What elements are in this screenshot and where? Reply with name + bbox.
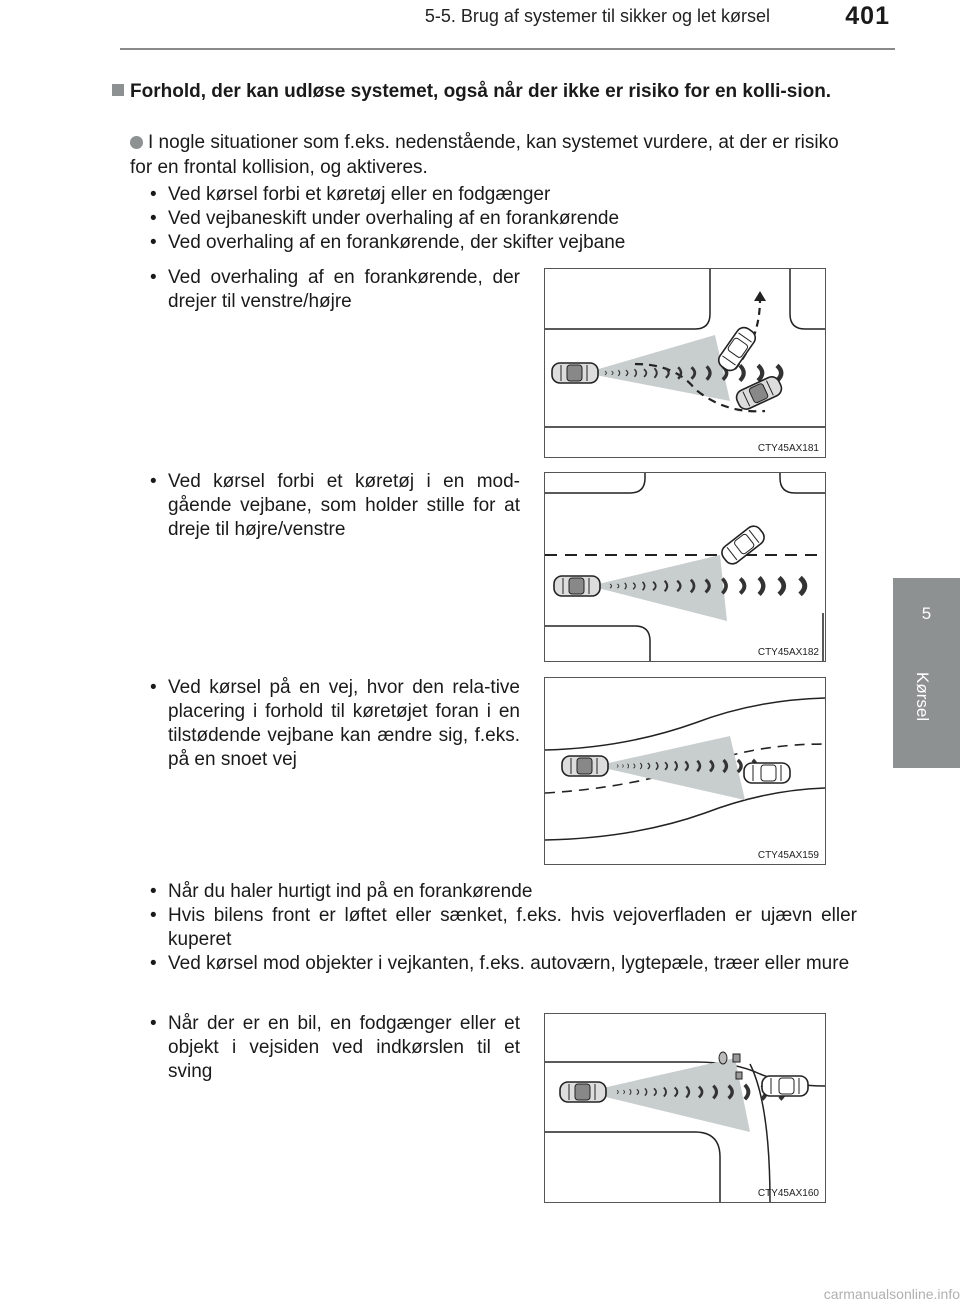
fig2-caption (150, 470, 520, 542)
list-item: • Hvis bilens front er løftet eller sænket, f.eks. hvis vejoverfladen er ujævn eller kuperet (150, 905, 857, 950)
list-item: • Når du haler hurtigt ind på en forankørende (150, 881, 533, 902)
bullet-list-1 (150, 183, 857, 255)
list-item: • Ved kørsel mod objekter i vejkanten, f.eks. autoværn, lygtepæle, træer eller mure (150, 953, 850, 974)
list-item: • Når der er en bil, en fodgænger eller et objekt i vejsiden ved indkørslen til et sving (150, 1013, 520, 1082)
section-heading (112, 80, 857, 104)
figure-code: CTY45AX160 (757, 1188, 819, 1199)
fig3-caption (150, 676, 520, 772)
figure-oncoming-turning-illustration (545, 473, 825, 661)
intro-paragraph (130, 130, 857, 180)
page-number: 401 (845, 2, 890, 30)
header-section-title: 5-5. Brug af systemer til sikker og let kørsel (424, 6, 770, 26)
fig4-caption (150, 1012, 520, 1084)
figure-code: CTY45AX181 (757, 443, 819, 454)
list-item: • Ved overhaling af en forankørende, der skifter vejbane (150, 232, 626, 253)
figure-curve-entry (544, 1013, 826, 1203)
chapter-tab-label-wrap (906, 672, 946, 752)
figure-curve-entry-illustration (545, 1014, 825, 1202)
chapter-tab-number: 5 (921, 604, 932, 623)
figure-code: CTY45AX159 (757, 850, 819, 861)
list-item: • Ved kørsel forbi et køretøj i en mod-gående vejbane, som holder stille for at dreje til højre/venstre (150, 471, 520, 540)
circle-bullet-icon (130, 136, 143, 149)
list-item: • Ved overhaling af en forankørende, der drejer til venstre/højre (150, 267, 520, 312)
figure-winding-road-illustration (545, 678, 825, 864)
bullet-list-2 (150, 880, 857, 976)
list-item: • Ved kørsel forbi et køretøj eller en fodgænger (150, 184, 551, 205)
section-heading-text: Forhold, der kan udløse systemet, også når der ikke er risiko for en kolli-sion. (130, 81, 832, 102)
watermark-footer: carmanualsonline.info (823, 1286, 960, 1302)
header-rule (120, 48, 895, 50)
figure-oncoming-turning (544, 472, 826, 662)
list-item: • Ved vejbaneskift under overhaling af en forankørende (150, 208, 620, 229)
list-item: • Ved kørsel på en vej, hvor den rela-tive placering i forhold til køretøjet foran i en tilstødende vejbane kan ændre sig, f.eks. på en snoet vej (150, 677, 520, 770)
intro-text: I nogle situationer som f.eks. nedenstående, kan systemet vurdere, at der er risiko for en frontal kollision, og aktiveres. (130, 132, 839, 178)
figure-overtake-turning-illustration (545, 269, 825, 457)
heading-square-icon (112, 84, 124, 96)
figure-code: CTY45AX182 (757, 647, 819, 658)
figure-overtake-turning (544, 268, 826, 458)
fig1-caption (150, 266, 520, 314)
chapter-tab-label: Kørsel (913, 672, 932, 722)
figure-winding-road (544, 677, 826, 865)
